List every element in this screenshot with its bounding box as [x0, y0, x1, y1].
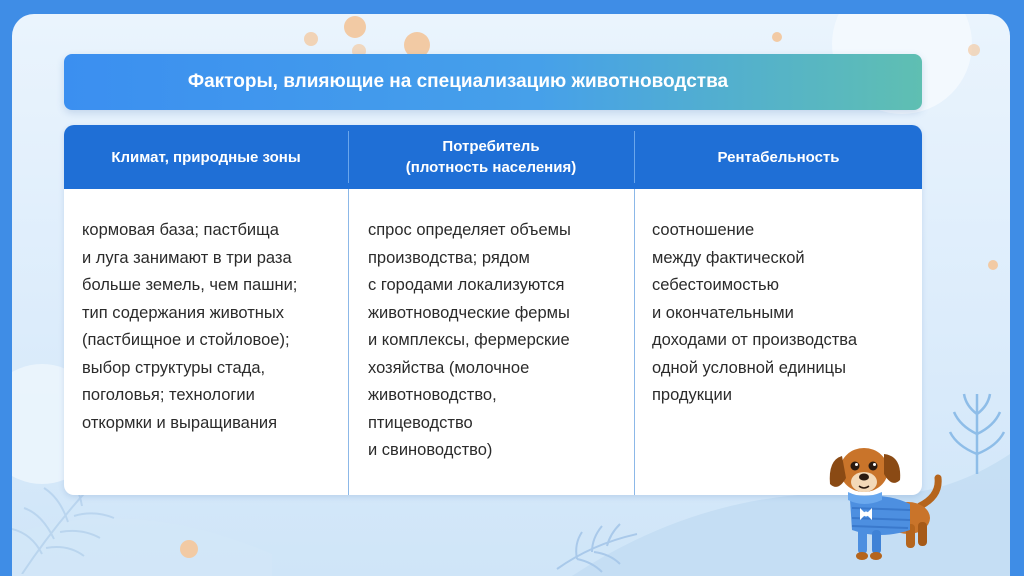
column-header-profitability: Рентабельность	[717, 148, 840, 166]
cell-line: между фактической	[652, 248, 805, 267]
column-divider	[634, 189, 635, 495]
cell-line: тип содержания животных	[82, 303, 285, 322]
cell-climate	[82, 217, 346, 437]
cell-line: (пастбищное и стойловое);	[82, 331, 290, 349]
cell-line: поголовья; технологии	[82, 386, 255, 404]
header-divider	[348, 131, 349, 183]
cell-line: кормовая база; пастбища	[82, 221, 279, 239]
cell-consumer	[368, 217, 630, 465]
column-header-climate: Климат, природные зоны	[111, 148, 301, 166]
header-divider	[634, 131, 635, 183]
slide	[12, 14, 1010, 576]
cell-line: себестоимостью	[652, 276, 779, 294]
factors-table	[64, 125, 922, 495]
leaf-icon	[942, 384, 1010, 474]
column-divider	[348, 189, 349, 495]
cell-line: животноводство,	[368, 386, 497, 404]
cell-line: и комплексы, фермерские	[368, 331, 570, 349]
dog-mascot-icon	[810, 426, 950, 566]
page-title: Факторы, влияющие на специализацию животноводства	[187, 71, 729, 92]
decor-dot	[344, 16, 366, 38]
cell-line: и окончательными	[652, 303, 794, 322]
cell-line: спрос определяет объемы	[368, 221, 571, 239]
column-header-consumer: Потребитель (плотность населения)	[405, 138, 577, 176]
leaf-icon	[552, 514, 642, 574]
table-header	[64, 125, 922, 189]
title-bar	[64, 54, 922, 110]
cell-line: откормки и выращивания	[82, 413, 278, 432]
cell-line: птицеводство	[368, 413, 473, 432]
cell-line: больше земель, чем пашни;	[82, 276, 298, 294]
cell-line: и свиноводство)	[368, 441, 493, 459]
decor-dot	[772, 32, 782, 42]
decor-dot	[180, 540, 198, 558]
cell-line: и луга занимают в три раза	[82, 248, 292, 267]
cell-line: продукции	[652, 386, 732, 404]
cell-line: выбор структуры стада,	[82, 358, 266, 377]
cell-line: доходами от производства	[652, 331, 858, 349]
cell-line: одной условной единицы	[652, 358, 846, 377]
cell-line: соотношение	[652, 221, 755, 239]
cell-line: с городами локализуются	[368, 276, 565, 294]
cell-line: производства; рядом	[368, 248, 530, 267]
cell-profitability	[652, 217, 920, 410]
decor-dot	[968, 44, 980, 56]
decor-dot	[988, 260, 998, 270]
cell-line: животноводческие фермы	[368, 303, 570, 322]
cell-line: хозяйства (молочное	[368, 358, 530, 377]
decor-dot	[304, 32, 318, 46]
